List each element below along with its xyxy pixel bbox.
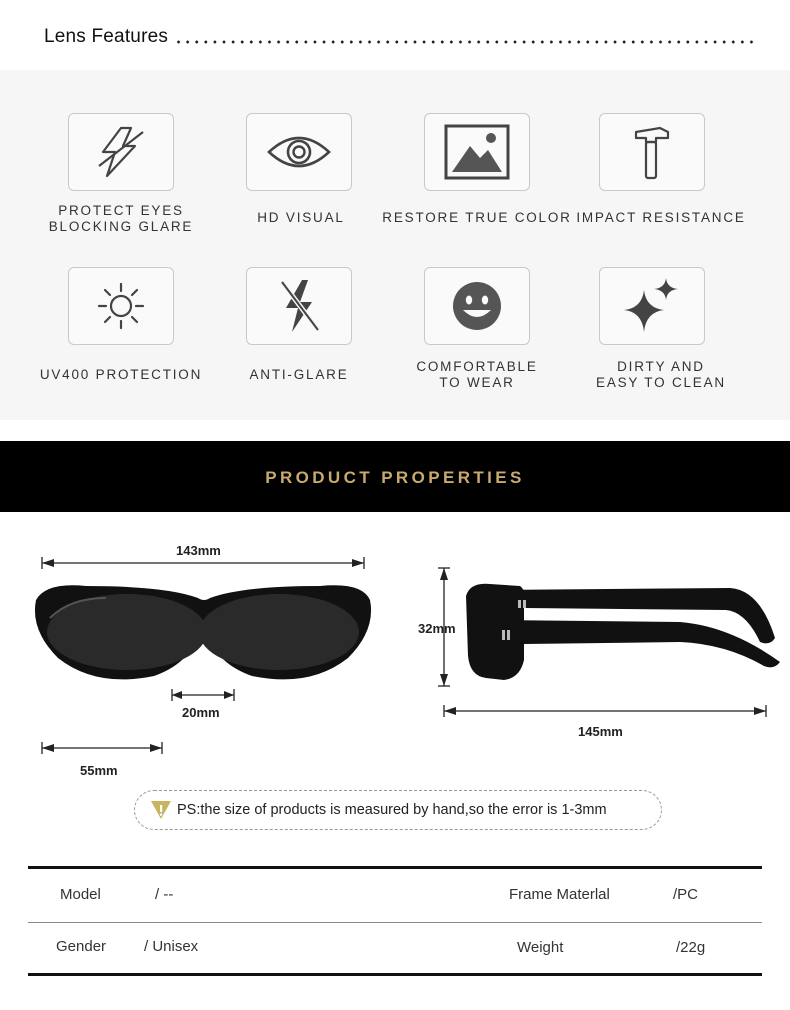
sparkle-icon — [599, 267, 705, 345]
table-top-rule — [28, 866, 762, 869]
feature-label: RESTORE TRUE COLOR — [382, 210, 572, 225]
table-row-divider — [28, 922, 762, 923]
feature-label: IMPACT RESISTANCE — [576, 210, 746, 225]
anti-glare-bolt-icon — [246, 267, 352, 345]
feature-label: DIRTY AND EASY TO CLEAN — [596, 359, 726, 390]
spec-frame-label: Frame Materlal — [509, 886, 610, 903]
section-title-product-properties: PRODUCT PROPERTIES — [265, 468, 525, 487]
eye-icon — [246, 113, 352, 191]
feature-label: PROTECT EYES BLOCKING GLARE — [48, 203, 194, 234]
dimension-bridge: 20mm — [182, 705, 220, 720]
spec-model-value: / -- — [155, 886, 174, 903]
dotted-divider — [174, 40, 754, 44]
landscape-picture-icon — [424, 113, 530, 191]
spec-frame-value: /PC — [673, 886, 699, 903]
sunglasses-front — [35, 585, 371, 679]
feature-label: COMFORTABLE TO WEAR — [416, 359, 538, 390]
smiley-face-icon — [424, 267, 530, 345]
side-view-diagram — [430, 560, 780, 725]
dimension-height: 32mm — [418, 621, 456, 636]
spec-gender-label: Gender — [56, 938, 107, 955]
spec-weight-label: Weight — [517, 939, 564, 956]
feature-label: HD VISUAL — [257, 210, 345, 225]
feature-label: UV400 PROTECTION — [39, 367, 203, 382]
hammer-icon — [599, 113, 705, 191]
spec-weight-value: /22g — [676, 939, 706, 956]
lightning-shield-icon — [68, 113, 174, 191]
total-width-arrow — [42, 557, 364, 569]
dimension-lens-width: 55mm — [80, 763, 118, 778]
warning-icon — [149, 797, 173, 821]
dimension-temple-length: 145mm — [578, 724, 623, 739]
sunglasses-side — [466, 584, 780, 680]
spec-gender-value: / Unisex — [144, 938, 199, 955]
sun-icon — [68, 267, 174, 345]
front-view-diagram — [30, 540, 380, 780]
measurement-note-text: PS:the size of products is measured by hand,so the error is 1-3mm — [177, 802, 607, 818]
feature-label: ANTI-GLARE — [249, 367, 349, 382]
table-bottom-rule — [28, 973, 762, 976]
spec-model-label: Model — [60, 886, 101, 903]
section-title-lens-features: Lens Features — [44, 26, 169, 47]
dimension-total-width: 143mm — [176, 543, 221, 558]
